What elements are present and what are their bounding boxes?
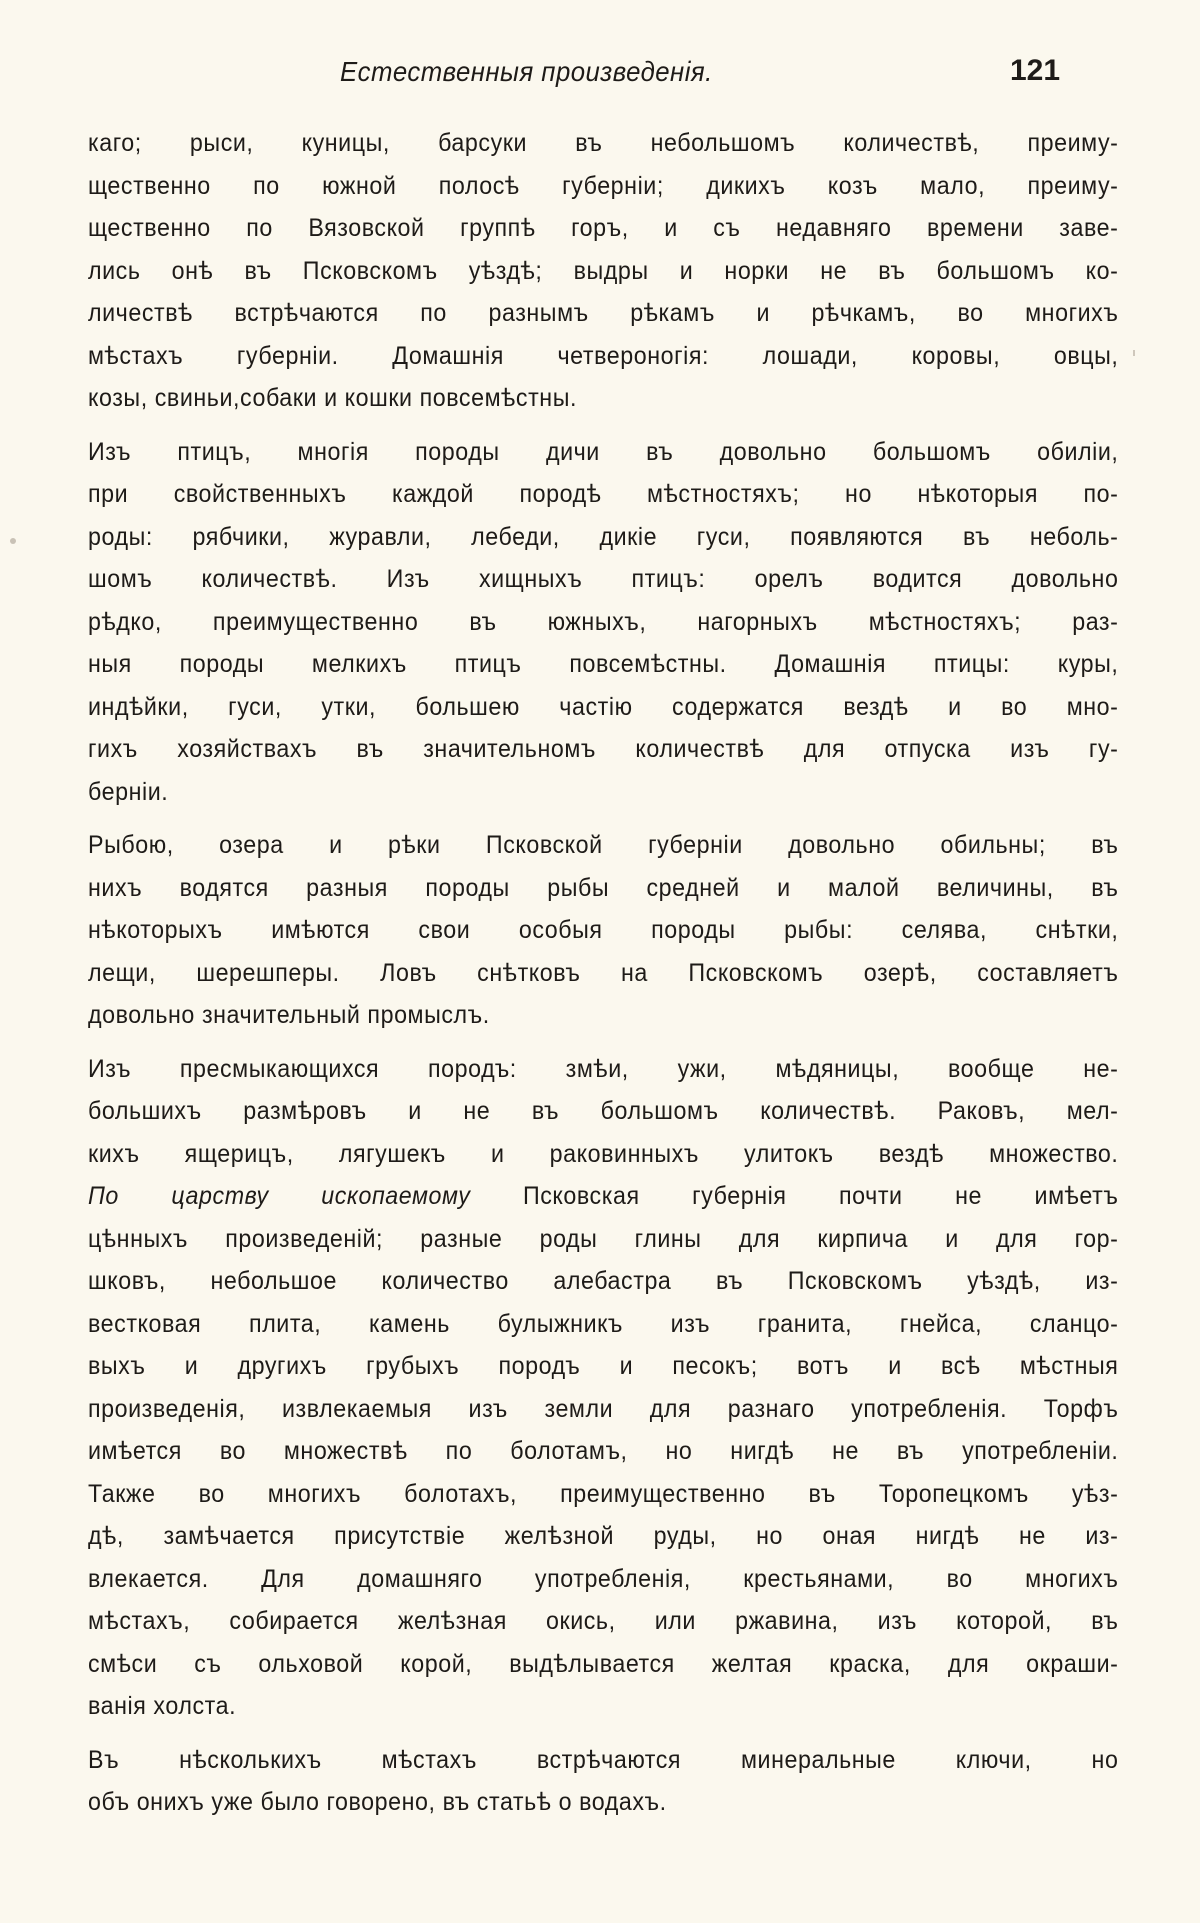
text-line-rest: Псковская губернія почти не имѣетъ (470, 1182, 1119, 1210)
text-line: Рыбою, озера и рѣки Псковской губерніи довольно обильны; въ (88, 831, 1119, 859)
text-line: имѣется во множествѣ по болотамъ, но нигдѣ не въ употребленіи. (88, 1437, 1119, 1465)
body-text (88, 122, 1118, 1824)
text-line: ванія холста. (88, 1692, 237, 1720)
text-line: произведенія, извлекаемыя изъ земли для разнаго употребленія. Торфъ (88, 1394, 1119, 1423)
text-line: объ онихъ уже было говорено, въ статьѣ о водахъ. (88, 1788, 667, 1816)
text-line: Изъ птицъ, многія породы дичи въ довольно большомъ обиліи, (88, 437, 1119, 466)
text-line: щественно по Вязовской группѣ горъ, и съ недавняго времени заве- (88, 214, 1119, 242)
text-line: вестковая плита, камень булыжникъ изъ гранита, гнейса, сланцо- (88, 1309, 1119, 1338)
text-line: шомъ количествѣ. Изъ хищныхъ птицъ: орелъ водится довольно (88, 565, 1119, 593)
paragraph-reptiles (88, 1048, 1118, 1176)
paragraph-birds (88, 431, 1118, 814)
paragraph-mammals (88, 122, 1118, 420)
paper-speck (10, 538, 16, 544)
text-line: ныя породы мелкихъ птицъ повсемѣстны. Домашнія птицы: куры, (88, 650, 1119, 678)
text-line: довольно значительный промыслъ. (88, 1001, 490, 1029)
text-line: каго; рыси, куницы, барсуки въ небольшомъ количествѣ, преиму- (88, 129, 1119, 157)
text-line: выхъ и другихъ грубыхъ породъ и песокъ; вотъ и всѣ мѣстныя (88, 1352, 1119, 1380)
text-line: лещи, шерешперы. Ловъ снѣтковъ на Псковскомъ озерѣ, составляетъ (88, 958, 1119, 987)
text-line: щественно по южной полосѣ губерніи; дикихъ козъ мало, преиму- (88, 171, 1119, 200)
text-line: козы, свиньи,собаки и кошки повсемѣстны. (88, 384, 577, 412)
text-line: большихъ размѣровъ и не въ большомъ количествѣ. Раковъ, мел- (88, 1097, 1119, 1125)
paragraph-minerals (88, 1175, 1118, 1728)
text-line: мѣстахъ, собирается желѣзная окись, или ржавина, изъ которой, въ (88, 1607, 1119, 1635)
running-title: Естественныя произведенія. (340, 56, 713, 87)
text-line: гихъ хозяйствахъ въ значительномъ количествѣ для отпуска изъ гу- (88, 735, 1119, 763)
text-line: дѣ, замѣчается присутствіе желѣзной руды, но оная нигдѣ не из- (88, 1522, 1119, 1550)
text-line: роды: рябчики, журавли, лебеди, дикіе гуси, появляются въ неболь- (88, 522, 1119, 551)
italic-lead: По царству ископаемому (88, 1182, 471, 1210)
text-line: при свойственныхъ каждой породѣ мѣстностяхъ; но нѣкоторыя по- (88, 480, 1119, 508)
text-line: лись онѣ въ Псковскомъ уѣздѣ; выдры и норки не въ большомъ ко- (88, 256, 1119, 285)
running-header (0, 56, 1200, 96)
text-line: цѣнныхъ произведеній; разные роды глины для кирпича и для гор- (88, 1224, 1119, 1253)
page-number: 121 (1010, 54, 1061, 87)
text-line: влекается. Для домашняго употребленія, крестьянами, во многихъ (88, 1564, 1119, 1593)
text-line: берніи. (88, 777, 169, 806)
paper-mark (1133, 350, 1135, 356)
text-line (88, 1175, 1118, 1218)
text-line: Изъ пресмыкающихся породъ: змѣи, ужи, мѣдяницы, вообще не- (88, 1054, 1119, 1083)
text-line: рѣдко, преимущественно въ южныхъ, нагорныхъ мѣстностяхъ; раз- (88, 607, 1119, 636)
paragraph-springs (88, 1739, 1118, 1824)
text-line: индѣйки, гуси, утки, большею частію содержатся вездѣ и во мно- (88, 692, 1119, 721)
text-line: личествѣ встрѣчаются по разнымъ рѣкамъ и рѣчкамъ, во многихъ (88, 299, 1119, 327)
text-line: нѣкоторыхъ имѣются свои особыя породы рыбы: селява, снѣтки, (88, 916, 1119, 944)
text-line: мѣстахъ губерніи. Домашнія четвероногія: лошади, коровы, овцы, (88, 341, 1119, 370)
text-line: кихъ ящерицъ, лягушекъ и раковинныхъ улитокъ вездѣ множество. (88, 1139, 1119, 1168)
paragraph-fish (88, 824, 1118, 1037)
text-line: шковъ, небольшое количество алебастра въ Псковскомъ уѣздѣ, из- (88, 1267, 1119, 1295)
text-line: Также во многихъ болотахъ, преимущественно въ Торопецкомъ уѣз- (88, 1479, 1119, 1508)
text-line: Въ нѣсколькихъ мѣстахъ встрѣчаются минеральные ключи, но (88, 1745, 1119, 1774)
text-line: смѣси съ ольховой корой, выдѣлывается желтая краска, для окраши- (88, 1649, 1119, 1678)
text-line: нихъ водятся разныя породы рыбы средней и малой величины, въ (88, 873, 1119, 902)
